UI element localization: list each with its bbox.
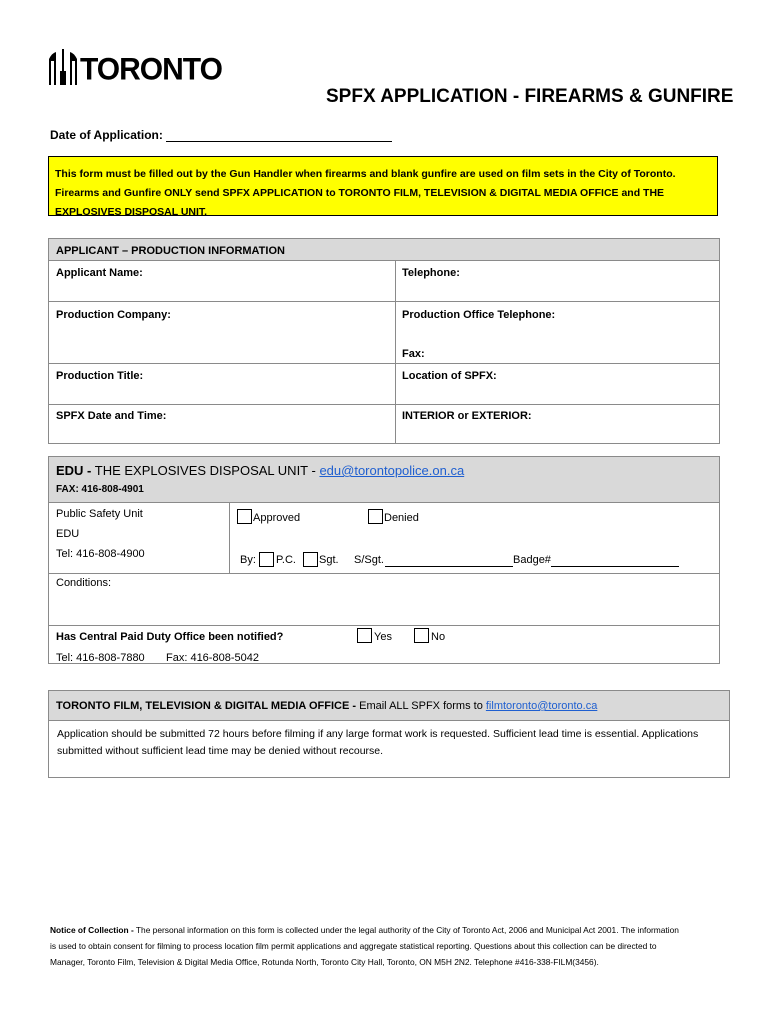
pc-label: P.C. bbox=[276, 554, 296, 566]
production-title-field[interactable]: Production Title: bbox=[56, 370, 144, 382]
edu-section bbox=[48, 456, 720, 664]
city-hall-icon bbox=[48, 49, 78, 85]
no-label: No bbox=[431, 631, 446, 643]
yes-checkbox[interactable] bbox=[357, 628, 372, 643]
date-time-field[interactable]: SPFX Date and Time: bbox=[56, 410, 167, 422]
paid-duty-telephone: Tel: 416-808-7880 bbox=[56, 652, 145, 664]
film-office-email-link[interactable]: filmtoronto@toronto.ca bbox=[485, 700, 598, 712]
film-office-section bbox=[48, 690, 730, 778]
page-title: SPFX APPLICATION - FIREARMS & GUNFIRE bbox=[326, 86, 734, 107]
denied-label: Denied bbox=[384, 512, 419, 524]
telephone-field[interactable]: Telephone: bbox=[402, 267, 460, 279]
notice-line-2: is used to obtain consent for filming to process location film permit applications and aggregate statistical reporting. Questions about this collection can be directed to bbox=[50, 941, 657, 951]
edu-label: EDU - bbox=[56, 463, 92, 478]
yes-label: Yes bbox=[374, 631, 392, 643]
submission-note-line-1: Application should be submitted 72 hours before filming if any large format work is requested. Sufficient lead time is essential. Applications bbox=[57, 728, 699, 740]
edu-email-link[interactable]: edu@torontopolice.on.ca bbox=[319, 463, 465, 478]
logo-text: TORONTO bbox=[80, 52, 222, 87]
pc-checkbox[interactable] bbox=[259, 552, 274, 567]
sgt-checkbox[interactable] bbox=[303, 552, 318, 567]
date-of-application-field[interactable] bbox=[166, 141, 392, 142]
notice-label: Notice of Collection - bbox=[50, 925, 134, 935]
notice-line-1: The personal information on this form is collected under the legal authority of the City of Toronto Act, 2006 and Municipal Act 2001. The information bbox=[133, 925, 679, 935]
notice-line-3: Manager, Toronto Film, Television & Digital Media Office, Rotunda North, Toronto City Hall, Toronto, ON M5H 2N2. Telephone #416-338-FILM(3456). bbox=[50, 957, 599, 967]
approved-checkbox[interactable] bbox=[237, 509, 252, 524]
edu-title: THE EXPLOSIVES DISPOSAL UNIT - bbox=[91, 463, 320, 478]
date-of-application-label: Date of Application: bbox=[50, 128, 163, 142]
submission-note-line-2: submitted without sufficient lead time may be denied without recourse. bbox=[57, 745, 384, 757]
toronto-logo bbox=[48, 45, 222, 85]
production-office-telephone-field[interactable]: Production Office Telephone: bbox=[402, 309, 556, 321]
paid-duty-fax: Fax: 416-808-5042 bbox=[166, 652, 259, 664]
denied-checkbox[interactable] bbox=[368, 509, 383, 524]
instruction-line-1: This form must be filled out by the Gun Handler when firearms and blank gunfire are used on film sets in the City of Toronto. bbox=[55, 168, 676, 180]
production-company-field[interactable]: Production Company: bbox=[56, 309, 171, 321]
approved-label: Approved bbox=[253, 512, 301, 524]
ssgt-label: S/Sgt. bbox=[354, 554, 384, 566]
edu-unit: EDU bbox=[56, 528, 80, 540]
film-office-header bbox=[49, 691, 729, 721]
public-safety-unit: Public Safety Unit bbox=[56, 508, 143, 520]
instruction-notice bbox=[48, 156, 718, 216]
sgt-label: Sgt. bbox=[319, 554, 339, 566]
ssgt-field[interactable] bbox=[385, 566, 513, 567]
instruction-line-3: EXPLOSIVES DISPOSAL UNIT. bbox=[55, 206, 208, 218]
applicant-section-header: APPLICANT – PRODUCTION INFORMATION bbox=[49, 239, 719, 261]
paid-duty-question: Has Central Paid Duty Office been notified? bbox=[56, 631, 284, 643]
instruction-line-2: Firearms and Gunfire ONLY send SPFX APPLICATION to TORONTO FILM, TELEVISION & DIGITAL MEDIA OFFICE and THE bbox=[55, 187, 665, 199]
applicant-name-field[interactable]: Applicant Name: bbox=[56, 267, 143, 279]
conditions-field[interactable]: Conditions: bbox=[56, 577, 112, 589]
edu-telephone: Tel: 416-808-4900 bbox=[56, 548, 145, 560]
by-label: By: bbox=[240, 554, 256, 566]
edu-section-header bbox=[49, 457, 719, 503]
badge-field[interactable] bbox=[551, 566, 679, 567]
badge-label: Badge# bbox=[513, 554, 551, 566]
film-office-instruction: Email ALL SPFX forms to bbox=[356, 700, 486, 712]
edu-fax: FAX: 416-808-4901 bbox=[56, 484, 144, 495]
notice-of-collection bbox=[50, 922, 730, 970]
interior-exterior-field[interactable]: INTERIOR or EXTERIOR: bbox=[402, 410, 532, 422]
location-field[interactable]: Location of SPFX: bbox=[402, 370, 497, 382]
fax-field[interactable]: Fax: bbox=[402, 348, 425, 360]
applicant-section bbox=[48, 238, 720, 444]
film-office-title: TORONTO FILM, TELEVISION & DIGITAL MEDIA OFFICE - bbox=[56, 700, 357, 712]
no-checkbox[interactable] bbox=[414, 628, 429, 643]
